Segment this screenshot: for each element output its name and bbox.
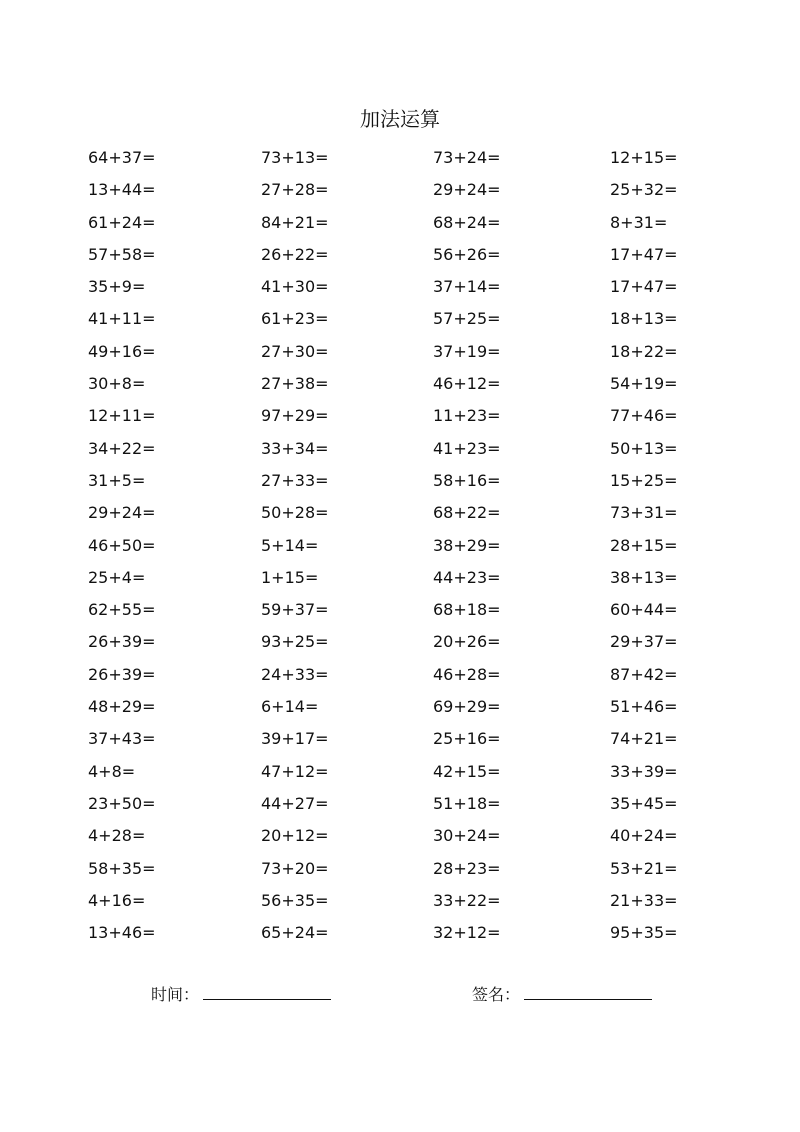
problem-item: 41+23=: [433, 438, 501, 458]
problem-item: 12+11=: [88, 406, 156, 426]
problem-item: 6+14=: [261, 697, 319, 717]
problem-item: 35+9=: [88, 277, 146, 297]
problem-item: 38+13=: [610, 567, 678, 587]
footer: [0, 980, 800, 1010]
problem-grid: [0, 142, 800, 949]
problem-row: [0, 853, 800, 885]
problem-item: 15+25=: [610, 470, 678, 490]
problem-item: 84+21=: [261, 212, 329, 232]
problem-row: [0, 400, 800, 432]
problem-item: 13+46=: [88, 923, 156, 943]
problem-item: 53+21=: [610, 858, 678, 878]
problem-row: [0, 530, 800, 562]
problem-row: [0, 174, 800, 206]
problem-item: 59+37=: [261, 600, 329, 620]
problem-item: 60+44=: [610, 600, 678, 620]
problem-item: 46+12=: [433, 374, 501, 394]
problem-item: 4+8=: [88, 761, 136, 781]
problem-item: 77+46=: [610, 406, 678, 426]
problem-item: 38+29=: [433, 535, 501, 555]
problem-item: 69+29=: [433, 697, 501, 717]
problem-item: 41+11=: [88, 309, 156, 329]
problem-item: 46+28=: [433, 664, 501, 684]
problem-item: 26+39=: [88, 632, 156, 652]
problem-item: 20+26=: [433, 632, 501, 652]
problem-item: 8+31=: [610, 212, 668, 232]
problem-row: [0, 271, 800, 303]
problem-item: 11+23=: [433, 406, 501, 426]
problem-item: 26+39=: [88, 664, 156, 684]
problem-item: 50+13=: [610, 438, 678, 458]
problem-item: 93+25=: [261, 632, 329, 652]
problem-item: 42+15=: [433, 761, 501, 781]
problem-item: 62+55=: [88, 600, 156, 620]
problem-item: 27+38=: [261, 374, 329, 394]
problem-item: 29+24=: [88, 503, 156, 523]
problem-item: 32+12=: [433, 923, 501, 943]
problem-item: 51+18=: [433, 793, 501, 813]
problem-item: 27+33=: [261, 470, 329, 490]
problem-item: 30+8=: [88, 374, 146, 394]
signature-label: 签名：: [472, 985, 521, 1004]
problem-row: [0, 885, 800, 917]
problem-item: 64+37=: [88, 148, 156, 167]
signature-blank-line: [524, 983, 652, 1000]
problem-item: 18+22=: [610, 341, 678, 361]
problem-row: [0, 497, 800, 529]
problem-item: 23+50=: [88, 793, 156, 813]
problem-item: 30+24=: [433, 826, 501, 846]
problem-item: 49+16=: [88, 341, 156, 361]
problem-item: 65+24=: [261, 923, 329, 943]
problem-item: 37+14=: [433, 277, 501, 297]
problem-row: [0, 336, 800, 368]
problem-row: [0, 142, 800, 174]
problem-row: [0, 303, 800, 335]
problem-item: 29+37=: [610, 632, 678, 652]
problem-item: 57+58=: [88, 244, 156, 264]
problem-item: 33+39=: [610, 761, 678, 781]
problem-item: 61+24=: [88, 212, 156, 232]
problem-row: [0, 433, 800, 465]
problem-item: 44+23=: [433, 567, 501, 587]
problem-item: 73+31=: [610, 503, 678, 523]
problem-item: 25+4=: [88, 567, 146, 587]
problem-item: 37+43=: [88, 729, 156, 749]
problem-item: 27+28=: [261, 180, 329, 200]
time-blank-line: [203, 983, 331, 1000]
problem-item: 4+16=: [88, 890, 146, 910]
problem-item: 26+22=: [261, 244, 329, 264]
problem-item: 73+20=: [261, 858, 329, 878]
problem-item: 37+19=: [433, 341, 501, 361]
problem-item: 34+22=: [88, 438, 156, 458]
problem-item: 41+30=: [261, 277, 329, 297]
problem-item: 28+15=: [610, 535, 678, 555]
problem-item: 4+28=: [88, 826, 146, 846]
problem-item: 95+35=: [610, 923, 678, 943]
problem-row: [0, 659, 800, 691]
problem-item: 44+27=: [261, 793, 329, 813]
problem-row: [0, 917, 800, 949]
time-label: 时间：: [151, 985, 200, 1004]
problem-item: 1+15=: [261, 567, 319, 587]
problem-item: 48+29=: [88, 697, 156, 717]
problem-item: 29+24=: [433, 180, 501, 200]
problem-item: 39+17=: [261, 729, 329, 749]
problem-item: 20+12=: [261, 826, 329, 846]
problem-item: 47+12=: [261, 761, 329, 781]
problem-item: 40+24=: [610, 826, 678, 846]
problem-item: 58+35=: [88, 858, 156, 878]
problem-row: [0, 465, 800, 497]
problem-item: 5+14=: [261, 535, 319, 555]
problem-item: 50+28=: [261, 503, 329, 523]
problem-row: [0, 626, 800, 658]
problem-item: 33+34=: [261, 438, 329, 458]
problem-item: 12+15=: [610, 148, 678, 167]
problem-row: [0, 788, 800, 820]
problem-item: 27+30=: [261, 341, 329, 361]
problem-item: 17+47=: [610, 244, 678, 264]
problem-item: 31+5=: [88, 470, 146, 490]
page-title: 加法运算: [360, 107, 440, 131]
problem-row: [0, 594, 800, 626]
problem-row: [0, 239, 800, 271]
problem-row: [0, 691, 800, 723]
problem-item: 28+23=: [433, 858, 501, 878]
problem-item: 68+22=: [433, 503, 501, 523]
problem-item: 61+23=: [261, 309, 329, 329]
time-field: [151, 980, 331, 1010]
problem-item: 35+45=: [610, 793, 678, 813]
problem-row: [0, 723, 800, 755]
problem-row: [0, 207, 800, 239]
problem-item: 73+24=: [433, 148, 501, 167]
problem-item: 25+32=: [610, 180, 678, 200]
problem-item: 73+13=: [261, 148, 329, 167]
problem-item: 21+33=: [610, 890, 678, 910]
problem-item: 51+46=: [610, 697, 678, 717]
problem-item: 74+21=: [610, 729, 678, 749]
problem-row: [0, 756, 800, 788]
problem-row: [0, 368, 800, 400]
problem-item: 56+26=: [433, 244, 501, 264]
problem-row: [0, 562, 800, 594]
problem-item: 33+22=: [433, 890, 501, 910]
problem-item: 54+19=: [610, 374, 678, 394]
problem-item: 58+16=: [433, 470, 501, 490]
problem-item: 97+29=: [261, 406, 329, 426]
problem-row: [0, 820, 800, 852]
problem-item: 68+24=: [433, 212, 501, 232]
problem-item: 46+50=: [88, 535, 156, 555]
problem-item: 13+44=: [88, 180, 156, 200]
problem-item: 17+47=: [610, 277, 678, 297]
problem-item: 18+13=: [610, 309, 678, 329]
problem-item: 87+42=: [610, 664, 678, 684]
problem-item: 68+18=: [433, 600, 501, 620]
signature-field: [472, 980, 652, 1010]
problem-item: 56+35=: [261, 890, 329, 910]
problem-item: 25+16=: [433, 729, 501, 749]
problem-item: 24+33=: [261, 664, 329, 684]
problem-item: 57+25=: [433, 309, 501, 329]
